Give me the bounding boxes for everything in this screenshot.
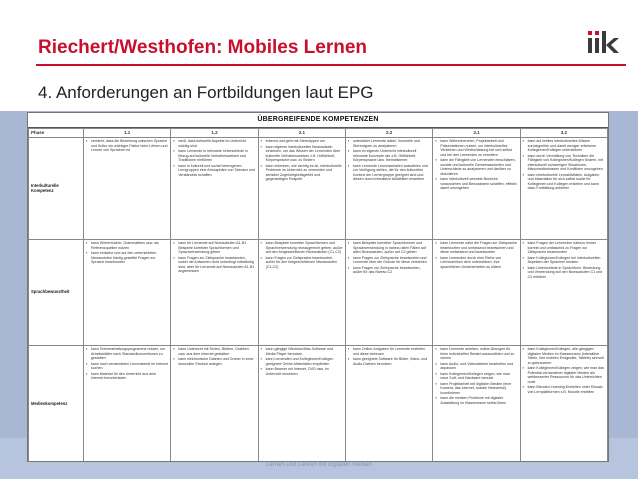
cell-bullet-item: ▪ kann Fragen zur Zielsprache beantworten, wobei die Antworten nicht unbedingt vollständig sind, aber für Lernende auf Niveaustufen A1-B1 angemessen [178,256,255,274]
cell-bullet-item: ▪ kann im eigenen Unterricht interkulturell relevante Konzepte wie z.B. Höflichkeit, Körpersprache usw. thematisieren [353,149,430,163]
cell-bullet-item: ▪ kann Wörterbücher, Grammatiken usw. als Referenzquellen nutzen [91,241,168,250]
cell-bullet-item: ▪ kann Kolleginnen/Kollegen bei interkulturellen Aspekten der Sprachen beraten [528,256,605,265]
table-cell [433,138,520,240]
cell-bullet-item: ▪ kann in kulturell und sozial heterogenen Lerngruppen eine Atmosphäre von Toleranz und Verständnis schaffen [178,164,255,178]
cell-bullet-item: ▪ kann erkennen, wie wichtig es ist, interkulturelle Probleme im Unterricht zu vermeiden und sensibel Zugehörigkeitsgefühl und gegenseitigen Respekt [266,164,343,182]
cell-bullet-item: ▪ kann interkulturell sensible Bereiche voraussehen und Bewusstsein schaffen, effektiv damit umzugehen [440,177,517,191]
cell-bullet-list [261,139,343,182]
cell-bullet-item: ▪ kann einfache und auf den unterrichteten Niveaustufen häufig gestellte Fragen zur Sprache beantworten [91,251,168,265]
table-cell [84,240,171,346]
slide-title: Riechert/Westhofen: Mobiles Lernen [38,37,368,58]
cell-bullet-list [86,347,168,381]
cell-bullet-item: ▪ kann Kolleginnen/Kollegen zeigen, wie man das Potential vorhandener digitaler Medien als weitbesserter Ressourcen für das Unterrichten nutzt [528,366,605,384]
cell-bullet-item: ▪ kann auf breites interkulturelles Wissen zurückgreifen und damit weniger erfahrene Kolleginnen/Kollegen unterstützen [528,139,605,153]
phase-3-2: 3.2 [520,129,607,138]
cell-bullet-item: ▪ kann Beamer mit Internet, DVD usw. im Unterricht einsetzen [266,367,343,376]
cell-bullet-item: ▪ kann Audio- und Videodateien bearbeiten und anpassen [440,362,517,371]
cell-bullet-item: ▪ kann Kolleginnen/Kollegen, alle gängigen digitalen Medien im Klassenraum (interaktive Tafeln, ihre mobilen Endgeräte, Tablets) sinnvoll zu gebrauchen [528,347,605,365]
phase-2-1: 2.1 [258,129,345,138]
phase-2-2: 2.2 [345,129,432,138]
cell-bullet-item: ▪ kann nach verwendeten Lernmaterial im Internet suchen [91,362,168,371]
row-label: Sprachbewusstheit [29,240,84,346]
cell-bullet-list [435,347,517,405]
phase-label: Phase [29,129,84,138]
cell-bullet-item: ▪ kann Beispiele korrekter Sprachformen und Sprachverwendung in nahezu allen Fällen auf allen Niveaustufen, außer auf C2 geben [353,241,430,255]
cell-bullet-item: ▪ kann Lernenden durch eine Reihe von Lehrtechniken dem unterstützen, ihre sprachlichen Unsicherheiten zu klären [440,256,517,270]
cell-bullet-item: ▪ erkennt und geht mit Stereotypen um [266,139,343,144]
cell-bullet-item: ▪ kann Lernende anleiten, online-Übungen für ihren individuellen Bedarf auszuwählen und zu nutzen [440,347,517,361]
cell-bullet-list [173,347,255,366]
cell-bullet-item: ▪ kann eigenes interkulturelles Bewusstsein einsetzen, um das Wissen der Lernenden über kulturelle Verhaltensweisen z.B. Höflichkeit, Körpersprache usw. zu fördern [266,145,343,163]
cell-bullet-item: ▪ kann Lernende nahe die Fragen zur Zielsprache beantworten und umfassend beantworten und diese umfassend und beantworten [440,241,517,255]
table-cell [84,346,171,463]
table-cell [520,346,607,463]
phase-1-2: 1.2 [171,129,258,138]
cell-bullet-item: ▪ kann Beispiele korrekter Sprachformen und Sprachverwendung niveaugerecht geben, außer auf den fortgeschrittenen Niveaustufen (C1-C2) [266,241,343,255]
phase-1-1: 1.1 [84,129,171,138]
cell-bullet-list [348,241,430,275]
table-cell [345,138,432,240]
cell-bullet-list [523,347,605,394]
table-row [29,240,608,346]
cell-bullet-item: ▪ kann durch Vermittlung von Techniken die Fähigkeit von Kolleginnen/Kollegen fördern, mit interkulturell schwierigen Situationen, Missverständnissen und Konflikten umzugehen [528,154,605,172]
cell-bullet-item: ▪ kann interkulturelle Lernaktivitäten, Aufgaben und Materialien für sich selbst sowie für Kolleginnen und Kollegen erstellen und kann dazu Fortbildung anbieten [528,173,605,191]
competence-table-image [27,112,609,462]
cell-bullet-item: ▪ kann gängige Windows/Mac-Software und Media Player benutzen [266,347,343,356]
cell-bullet-item: ▪ kann geeignete Software für Bilder, Video- und Audio-Dateien benutzen [353,357,430,366]
title-divider [36,64,626,66]
cell-bullet-item: ▪ kann Fragen zur Zielsprache beantworten, außer für den fortgeschrittenen Niveaustufen (C1-C2) [266,256,343,270]
table-cell [433,346,520,463]
cell-bullet-list [435,241,517,269]
cell-bullet-item: ▪ kann Webrecherchen, Projektarbeit und Präsentationen nutzen, um interkulturelles Verstehen und Wertschätzung bei sich selbst und bei den Lernenden zu erweitern [440,139,517,157]
table-cell [520,240,607,346]
table-cell [171,346,258,463]
cell-bullet-list [173,139,255,177]
table-cell [84,138,171,240]
table-cell [345,240,432,346]
cell-bullet-list [523,241,605,279]
cell-bullet-item: ▪ kann Fragen der Lernenden nahezu immer korrekt und umfassend zu Fragen zur Zielsprache beantworten [528,241,605,255]
iik-logo [586,30,622,54]
phase-3-1: 3.1 [433,129,520,138]
cell-bullet-list [435,139,517,191]
cell-bullet-item: ▪ kann Projektarbeit mit digitalen Medien (eine Kamera, das Internet, soziale Netzwerke) koordinieren [440,382,517,396]
cell-bullet-item: ▪ kann Fragen zur Zielsprache beantworten, außer für das Niveau C2 [353,266,430,275]
cell-bullet-list [348,139,430,182]
table-row [29,138,608,240]
competence-table [28,128,608,462]
cell-bullet-list [261,241,343,269]
footer-text: Lernen und Lehren mit digitalen Medien [266,462,372,468]
cell-bullet-list [261,347,343,376]
table-cell [258,138,345,240]
cell-bullet-item: ▪ kann die Fähigkeit von Lernenden einschätzen, soziale und kulturelle Gemeinsamkeiten und Unterschiede zu analysieren und darüber zu diskutieren [440,158,517,176]
cell-bullet-item: ▪ versteht, dass die Beziehung zwischen Sprache und Kultur ein wichtiger Faktor beim Lehren und Lernen von Sprachen ist [91,139,168,153]
cell-bullet-item: ▪ unterstützt Lernende dabei, Vorurteile und Stereotypen zu analysieren [353,139,430,148]
cell-bullet-item: ▪ kann Material für den Unterricht aus dem Internet herunterladen [91,372,168,381]
cell-bullet-item: ▪ kann Lernende Lernmaterialien auswählen und zur Verfügung stellen, die für den kulturellen Kontext der Lernergruppe geeignet sind und diesen durch interaktive Aktivitäten erweitern [353,164,430,182]
cell-bullet-item: ▪ kann die meisten Probleme mit digitaler Ausstattung im Klassenraum selbst lösen [440,396,517,405]
table-cell [433,240,520,346]
cell-bullet-list [86,241,168,265]
table-cell [171,138,258,240]
cell-bullet-item: ▪ kann Lernenden und Kolleginnen/Kollegen geeignete Online-Materialien empfehlen [266,357,343,366]
table-cell [171,240,258,346]
row-label: Medienkompetenz [29,346,84,463]
cell-bullet-item: ▪ kann Unterschiede in Sprachform, Bedeutung und Verwendung auf den Niveaustufen C1 und C2 erklären [528,266,605,280]
table-row [29,346,608,463]
slide-subtitle: 4. Anforderungen an Fortbildungen laut EPG [38,83,374,102]
cell-bullet-item: ▪ kann Lernende in relevante Unterschiede in Bezug auf kulturelle Verhaltensweisen und Traditionen einführen [178,149,255,163]
table-cell [258,240,345,346]
cell-bullet-item: ▪ kann für Lernende auf Niveaustufen A1-B1 Beispiele korrekter Sprachformen und Sprachverwendung geben [178,241,255,255]
table-cell [520,138,607,240]
cell-bullet-list [523,139,605,191]
table-cell [258,346,345,463]
row-label: Interkulturelle Kompetenz [29,138,84,240]
cell-bullet-list [173,241,255,274]
cell-bullet-item: ▪ weiß, dass kulturelle Aspekte im Unterricht wichtig sind [178,139,255,148]
phase-header-row [29,129,608,138]
cell-bullet-item: ▪ kann Fragen zur Zielsprache beantworten und Lernende über die Gründe für diese verstehen [353,256,430,265]
cell-bullet-item: ▪ kann Online-Aufgaben für Lernende erstellen und diese betreuen [353,347,430,356]
cell-bullet-item: ▪ kann Blended Learning-Einheiten unter Einsatz von Lernplattformen z.B. Moodle erstellen [528,385,605,394]
cell-bullet-list [348,347,430,366]
cell-bullet-item: ▪ kann elektronische Dateien und Ordner in einer sinnvollen Struktur anlegen [178,357,255,366]
table-title: ÜBERGREIFENDE KOMPETENZEN [28,113,608,128]
table-cell [345,346,432,463]
cell-bullet-item: ▪ kann Textverarbeitungsprogramme nutzen, um Arbeitsblätter nach Standardkonventionen zu gestalten [91,347,168,361]
cell-bullet-item: ▪ kann Kolleginnen/Kollegen zeigen, wie man neue Soft- und Hardware benutzt [440,372,517,381]
cell-bullet-item: ▪ kann Unterricht mit Texten, Bildern, Grafiken usw. aus dem Internet gestalten [178,347,255,356]
cell-bullet-list [86,139,168,153]
